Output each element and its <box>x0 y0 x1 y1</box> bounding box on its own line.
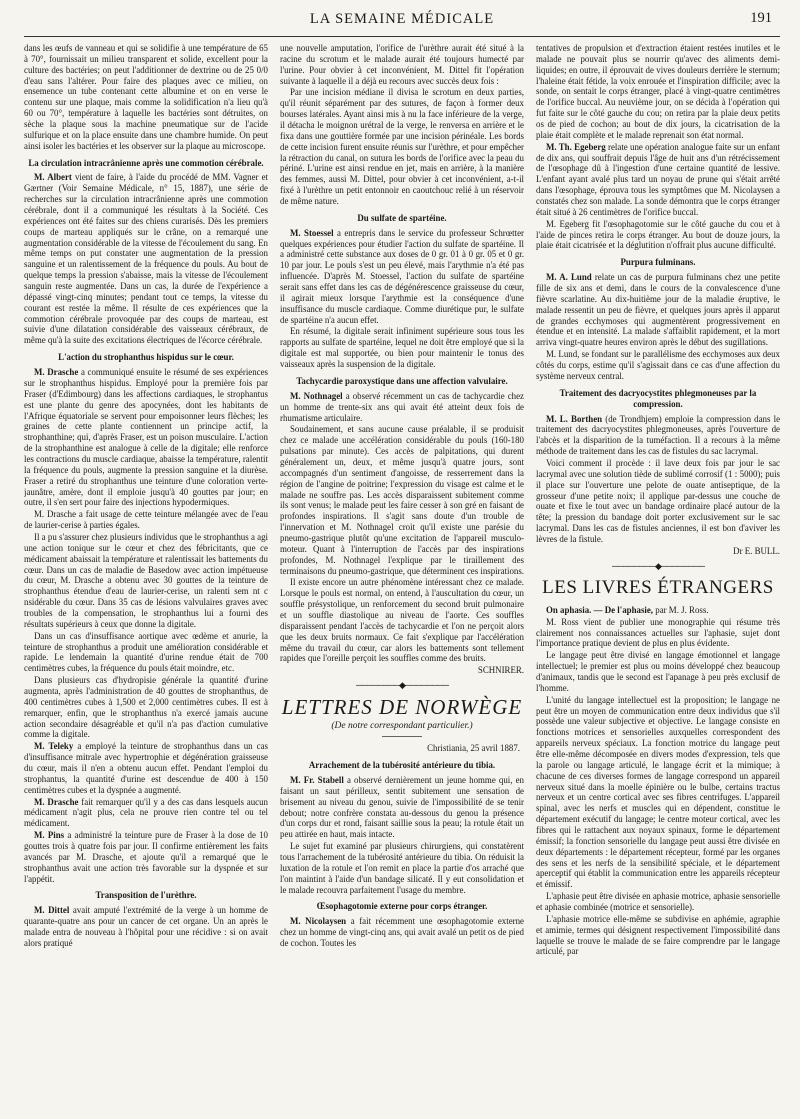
paragraph-text: vient de faire, à l'aide du procédé de MM. Vagner et Gærtner (Voir Semaine Médicale, n° 15, 1887), une série de recherches sur la circulation intracrânienne après une commotion cérébrale, dont il a communiqué les résultats à la Société. Ces expériences ont été faites sur des chiens curarisés. Dès les premiers coups de marteau appliqués sur le crâne, on a remarqué une augmentation considérable de la vitesse de l'écoulement du sang. En même temps on put constater une augmentation de la pression sanguine et un ralentissement de la fréquence du pouls. Au bout de quelque temps la pression s'abaisse, mais la vitesse de l'écoulement sanguin reste augmentée. Dans un cas, la durée de l'expérience a dépassé vingt-cinq minutes; pendant tout ce temps, la vitesse du courant est restée la même. Il résulte de ces expériences que la commotion cérébrale provoquée par des coups de marteau, est suivie d'une dilatation considérable des vaisseaux cérébraux, de même qu'à la suite des excitations électriques de l'écorce cérébrale. <box>24 172 268 346</box>
paragraph-text: a entrepris dans le service du professeur Schrœtter quelques expériences pour étudier l'action du sulfate de spartéine. Il a administré cette substance aux doses de 0 gr. 01 à 0 gr. 05 et 0 gr. 10 par jour. Le pouls s'est un peu élevé, mais l'arythmie n'a été pas influencée. D'après M. Stoessel, l'action du sulfate de spartéine serait sans effet dans les cas de dégénérescence graisseuse du cœur, il agirait mieux lorsque l'arythmie est la conséquence d'une insuffisance du muscle cardiaque. Comme diurétique pur, le sulfate de spartéine n'a aucun effet. <box>280 227 524 325</box>
author-name: M. Drasche <box>34 367 79 378</box>
author-name: M. Stoessel <box>290 227 334 238</box>
paragraph <box>280 228 524 326</box>
section-heading: Purpura fulminans. <box>620 257 696 268</box>
paragraph <box>24 905 268 948</box>
paragraph: En résumé, la digitale serait infiniment supérieure sous tous les rapports au sulfate de spartéine, lequel ne doit être employé que si la digitale est mal supportée, ou bien pour maintenir le tonus des vaisseaux après la suspension de la digitale. <box>280 326 524 370</box>
paragraph <box>24 830 268 884</box>
header-rule <box>24 36 780 37</box>
paragraph-text: a employé la teinture de strophanthus dans un cas d'insuffisance mitrale avec hypertrophie et dégénération graisseuse du cœur, mais il n'en a obtenu aucun effet. Pendant l'emploi du strophantus, la quantité d'urine est descendue de 400 à 150 centimètres cubes et la dyspnée a augmenté. <box>24 741 268 795</box>
book-title: On aphasia. — De l'aphasie, <box>546 604 654 615</box>
author-name: M. Dittel <box>34 905 70 916</box>
paragraph <box>280 775 524 840</box>
section-heading: La circulation intracrânienne après une commotion cérébrale. <box>28 157 264 168</box>
paragraph <box>24 367 268 508</box>
author-name: M. Nicolaysen <box>290 916 347 927</box>
section-heading: Arrachement de la tubérosité antérieure du tibia. <box>308 760 496 771</box>
paragraph: L'unité du langage intellectuel est la proposition; le langage ne peut être un moyen de communication entre deux individus que s'il possède une valeur subjective et objective. Le langage consiste en fonctions motrices et sensorielles auxquelles correspondent des appareils nerveux spéciaux. La fonction motrice du langage peut être elle-même décomposée en divers modes d'expression, tels que la parole ou langage articulé, le langage écrit et la mimique; à chacune de ces diverses formes de langage correspond un appareil nerveux situé dans la moelle épinière ou le bulbe, certains tractus nerveux et un centre cortical avec ses fibres centrifuges. L'appareil spinal, avec les nerfs et muscles qui en dépendent, constitue le département exécutif du langage; le centre moteur cortical, avec les fibres qui le rattachent aux noyaux spinaux, forme le département émissif; la fonction sensorielle du langage peut aussi être divisée en deux départements : le département récepteur, formé par les organes des sens et les nerfs de la sensibilité spéciale, et le département aperceptif qui établit la communication entre les appareils récepteur et émissif. <box>536 694 780 890</box>
author-name: M. Teleky <box>34 741 74 752</box>
author-name: M. Pins <box>34 830 65 841</box>
signature: SCHNIRER. <box>477 665 524 676</box>
column-3 <box>536 43 780 1113</box>
ornament-rule <box>382 736 422 737</box>
author-name: M. L. Borthen <box>546 413 603 424</box>
paragraph: M. Lund, se fondant sur le parallélisme des ecchymoses aux deux côtés du corps, estime qu'il s'agissait dans ce cas d'une affection du système nerveux central. <box>536 349 780 381</box>
paragraph-text: avait amputé l'extrémité de la verge à un homme de quarante-quatre ans pour un cancer de cet organe. Un an après le malade entra de nouveau à l'hôpital pour une récidive : si on avait alors pratiqué <box>24 905 268 948</box>
paragraph: Soudainement, et sans aucune cause préalable, il se produisit chez ce malade une accélération considérable du pouls (160-180 pulsations par minute). Ces accès de palpitations, qui durent généralement un, deux, et même jusqu'à quatre jours, sont accompagnés d'un sentiment d'angoisse, de resserrement dans la région de l'angine de poitrine; l'expression du visage est calme et le malade ne souffre pas. Les accès disparaissent subitement comme ils sont venus; le malade peut les faire cesser à son gré en faisant de profondes inspirations. Il s'agit sans doute d'un trouble de l'innervation et M. Nothnagel croit qu'il existe une parésie du pneumo-gastrique plutôt qu'une excitation de l'appareil musculo-moteur. Quant à l'interruption de l'accès par des inspirations profondes, M. Nothnagel l'explique par le tiraillement des terminaisons du pneumo-gastrique, que déterminent ces inspirations. <box>280 424 524 576</box>
paragraph-text: relate une opération analogue faite sur un enfant de dix ans, qui souffrait depuis l'âge de huit ans d'un rétrécissement de l'œsophage dû à l'ingestion d'une certaine quantité de lessive. L'enfant ayant avalé plus tard un noyau de prune qui s'était arrêté dans l'œsophage, éprouva tous les symptômes que M. Nicolaysen a constatés chez son malade. La sonde démontra que le corps étranger était situé à 26 centimètres de l'orifice buccal. <box>536 141 780 217</box>
paragraph-text: fait remarquer qu'il y a des cas dans lesquels aucun médicament n'agit plus, cela ne prouve rien contre tel ou tel médicament. <box>24 796 268 829</box>
paragraph <box>536 142 780 218</box>
dateline: Christiania, 25 avril 1887. <box>427 743 520 754</box>
paragraph: Le sujet fut examiné par plusieurs chirurgiens, qui constatèrent tous l'arrachement de la tubérosité antérieure du tibia. On réduisit la luxation de la rotule et l'on remit en place la partie d'os arraché que l'on maintint à l'aide d'un bandage silicaté. Il y eut consolidation et le malade recouvra parfaitement l'usage du membre. <box>280 841 524 895</box>
paragraph-text: relate un cas de purpura fulminans chez une petite fille de six ans et demi, dans le cours de la convalescence d'une fièvre scarlatine. Au dix-huitième jour de la maladie éruptive, le malade ressentit un peu de fièvre, et quelques jours après il apparut de grandes ecchymoses qui augmentèrent progressivement en étendue et en intensité. La malade s'affaiblit rapidement, et la mort arriva vingt-quatre heures environ après le début des sugillations. <box>536 272 780 348</box>
section-heading: Transposition de l'urèthre. <box>95 890 197 901</box>
paragraph: Il a pu s'assurer chez plusieurs individus que le strophanthus a agi une action tonique sur le cœur et chez des fébricitants, que ce médicament abaissait la température et ralentissait les battements du cœur. Dans un cas de maladie de Basedow avec action impétueuse du cœur, M. Drasche a obtenu avec 30 gouttes de la teinture de strophanthus étendue d'eau de laurier-cerise, un ralenti sem nt c nsidérable du cœur. Dans 35 cas de lésions valvulaires graves avec troubles de la compensation, le strophanthus lui a fourni des résultats supérieurs à ceux que donne la digitale. <box>24 531 268 629</box>
section-title-lettres: LETTRES DE NORWÈGE <box>281 695 523 720</box>
paragraph <box>24 741 268 795</box>
section-separator <box>280 680 524 691</box>
section-heading: Tachycardie paroxystique dans une affection valvulaire. <box>296 375 508 386</box>
paragraph: Par une incision médiane il divisa le scrotum en deux parties, qu'il réunit séparément par des sutures, de façon à former deux bourses latérales. Ayant ainsi mis à nu la face inférieure de la verge, il détacha le moignon urétral de la verge, le renversa en arrière et le fixa dans une gouttière formée par une incision périnéale. Les bords de cette incision furent ensuite réunis sur l'urèthre, et pour empêcher la rétraction du canal, on sutura les bords de l'orifice avec la peau du périné. L'urine est ainsi rendue en jet, mais en arrière, à la manière des femmes, aussi M. Dittel, pour obvier à cet inconvénient, a-t-il fixé à l'urèthre un petit entonnoir en caoutchouc relié à un réservoir de même nature. <box>280 87 524 207</box>
signature: Dr E. BULL. <box>733 545 780 556</box>
section-heading: Traitement des dacryocystites phlegmoneuses par la compression. <box>559 387 757 409</box>
column-2 <box>280 43 524 1113</box>
paragraph: L'aphasie peut être divisée en aphasie motrice, aphasie sensorielle et aphasie combinée (motrice et sensorielle). <box>536 891 780 913</box>
page-number: 191 <box>750 10 772 26</box>
book-heading <box>536 605 780 616</box>
author-name: M. Nothnagel <box>290 390 343 401</box>
author-name: M. A. Lund <box>546 272 592 283</box>
paragraph-text: (de Trondhjem) emploie la compression dans le traitement des dacryocystites phlegmoneuses, après l'ouverture de l'abcès et la disparition de la tuméfaction. Il a recours à la même méthode de traitement dans les cas de fistules du sac lacrymal. <box>536 413 780 457</box>
author-name: M. Th. Egeberg <box>546 141 606 152</box>
paragraph: Voici comment il procède : il lave deux fois par jour le sac lacrymal avec une solution tiède de sublimé corrosif (1 : 5000); puis il place sur l'ouverture une pelote de ouate antiseptique, de la grosseur d'une petite noix; il applique par-dessus une couche de ouate et fixe le tout avec un bandage ordinaire placé autour de la tête; la pression du bandage doit porter exclusivement sur le sac lacrymal. Dans les cas de fistules anciennes, il est bon d'aviver les lèvres de la fistule. <box>536 457 780 544</box>
text-columns <box>24 43 780 1113</box>
paragraph: une nouvelle amputation, l'orifice de l'urèthre aurait été situé à la racine du scrotum et le malade aurait été toujours humecté par l'urine. Pour obvier à cet inconvénient, M. Dittel fit l'opération suivante à laquelle il a déjà eu recours avec succès deux fois : <box>280 43 524 86</box>
paragraph-text: a fait récemment une œsophagotomie externe chez un homme de vingt-cinq ans, qui avait avalé un petit os de pied de cochon. Toutes les <box>280 916 524 949</box>
paragraph: dans les œufs de vanneau et qui se solidifie à une température de 65 à 70°, fournissait un milieu transparent et solide, excellent pour la culture des bactéries; on peut l'additionner de dextrine ou de 25 0/0 d'eau sans l'altérer. Pour faire des plaques avec ce milieu, on ensemence un tube contenant cette albumine et on en verse le contenu sur une plaque, mais comme la solidification n'a lieu qu'à 60 ou 70°, température à laquelle les bactéries sont détruites, on sèche la plaque sous la machine pneumatique sur de l'acide sulfurique et on la place ensuite dans une chambre humide. On peut ainsi isoler les bactéries et les observer sur la plaque au microscope. <box>24 43 268 151</box>
section-heading: Du sulfate de spartéine. <box>357 212 447 223</box>
section-heading: L'action du strophanthus hispidus sur le cœur. <box>58 352 234 363</box>
paragraph: Il existe encore un autre phénomène intéressant chez ce malade. Lorsque le pouls est normal, on entend, à l'auscultation du cœur, un souffle présystolique, un renforcement du second bruit pulmonaire et un souffle diastolique au niveau de l'aorte. Ces souffles disparaissent pendant l'accès de tachycardie et l'on ne perçoit alors que les deux bruits normaux. Ce fait s'explique par l'accélération même du travail du cœur, car alors les battements sont tellement rapides que l'oreille perçoit les souffles comme des bruits. <box>280 577 524 664</box>
book-author: par M. J. Ross. <box>653 604 709 615</box>
paragraph: Dans un cas d'insuffisance aortique avec œdème et anurie, la teinture de strophanthus a produit une amélioration considérable et rapide. Le lendemain la quantité d'urine rendue était de 700 centimètres cubes, la fréquence du pouls était moindre, etc. <box>24 630 268 674</box>
paragraph: tentatives de propulsion et d'extraction étaient restées inutiles et le malade ne pouvait plus se nourrir qu'avec des aliments demi-liquides; en outre, il éprouvait de vives douleurs derrière le sternum; l'haleine était fétide, la voix enrouée et l'inspiration difficile; avec la sonde, on sentait le corps étranger, placé à vingt-quatre centimètres de l'orifice buccal. Au neuvième jour, on se décida à l'opération qui fut faite sur le côté gauche du cou; on retira par la plaie deux petits os de pied de cochon; au bout de dix jours, la cicatrisation de la plaie était complète et le malade reprenait son état normal. <box>536 43 780 140</box>
author-name: M. Drasche <box>34 796 79 807</box>
paragraph: M. Egeberg fit l'œsophagotomie sur le côté gauche du cou et à l'aide de pinces retira le corps étranger. Au bout de douze jours, la plaie était cicatrisée et la déglutition n'offrait plus aucune difficulté. <box>536 218 780 251</box>
journal-title: LA SEMAINE MÉDICALE <box>309 11 495 27</box>
paragraph: M. Drasche a fait usage de cette teinture mélangée avec de l'eau de laurier-cerise à parties égales. <box>24 509 268 531</box>
paragraph <box>24 797 268 830</box>
section-title-livres: LES LIVRES ÉTRANGERS <box>542 576 774 598</box>
paragraph <box>280 391 524 424</box>
paragraph <box>536 272 780 348</box>
paragraph-text: a communiqué ensuite le résumé de ses expériences sur le strophanthus hispidus. Employé pour la première fois par Fraser (d'Edimbourg) dans les affections cardiaques, le strophantus est une plante du genre des apocynées, dont les habitants de l'Afrique équatoriale se servent pour empoisonner leurs flèches; les graines de cette plante contiennent un principe actif, la strophanthine; qui, d'après Fraser, est un poison musculaire. L'action de la strophanthine est analogue à celle de la digitale; elle renforce les contractions du muscle cardiaque, abaisse la température, ralentit la fréquence du pouls, augmente la pression sanguine et la diurèse. Fraser a retiré du strophanthus une teinture d'une coloration verte-jaunâtre, amère, dont il emploie jusqu'à 40 gouttes par jour; en outre, il s'en sert pour faire des injections hypodermiques. <box>24 367 268 508</box>
section-separator <box>536 561 780 572</box>
author-name: M. Fr. Stabell <box>290 775 344 785</box>
paragraph-text: a administré la teinture pure de Fraser à la dose de 10 gouttes trois à quatre fois par jour. Il confirme entièrement les faits avancés par M. Drasche, et ajoute qu'il a remarqué que le strophanthus avait une action très favorable sur la dyspnée et sur l'appétit. <box>24 830 268 884</box>
paragraph: M. Ross vient de publier une monographie qui résume très clairement nos connaissances actuelles sur l'aphasie, sujet dont l'importance pratique devient de plus en plus évidente. <box>536 616 780 649</box>
page-header <box>24 10 780 36</box>
paragraph: Le langage peut être divisé en langage émotionnel et langage intellectuel; le premier est plus ou moins développé chez beaucoup d'animaux, tandis que le second est l'apanage à peu près exclusif de l'homme. <box>536 650 780 693</box>
section-subtitle: (De notre correspondant particulier.) <box>331 720 473 731</box>
paragraph: L'aphasie motrice elle-même se subdivise en aphémie, agraphie et amimie, termes qui désignent respectivement l'impossibilité dans laquelle se trouve le malade de se faire comprendre par le langage articulé, par <box>536 913 780 957</box>
paragraph <box>24 172 268 346</box>
paragraph: Dans plusieurs cas d'hydropisie générale la quantité d'urine augmenta, après l'administration de 40 gouttes de strophanthus, de 400 centimètres cubes à 1,500 et 2,000 centimètres cubes. Il est à remarquer, enfin, que le strophanthus n'a exercé jamais aucune action secondaire désagréable et qu'il n'a pas d'action cumulative comme la digitale. <box>24 675 268 740</box>
author-name: M. Albert <box>34 172 72 183</box>
paragraph <box>280 916 524 949</box>
paragraph <box>536 414 780 457</box>
paragraph-text: a observé dernièrement un jeune homme qui, en faisant un saut périlleux, sentit subitement une sensation de brisement au niveau du genou, suivie de l'impossibilité de se tenir debout; notre confrère constata au-dessous du genou la présence d'un corps dur et rond, faisant saillie sous la peau; la rotule était un peu attirée en haut, mais intacte. <box>280 775 524 840</box>
paragraph-text: a observé récemment un cas de tachycardie chez un homme de trente-six ans qui avait été atteint deux fois de rhumatisme articulaire. <box>280 390 524 423</box>
section-heading: Œsophagotomie externe pour corps étranger. <box>316 901 488 912</box>
column-1 <box>24 43 268 1113</box>
